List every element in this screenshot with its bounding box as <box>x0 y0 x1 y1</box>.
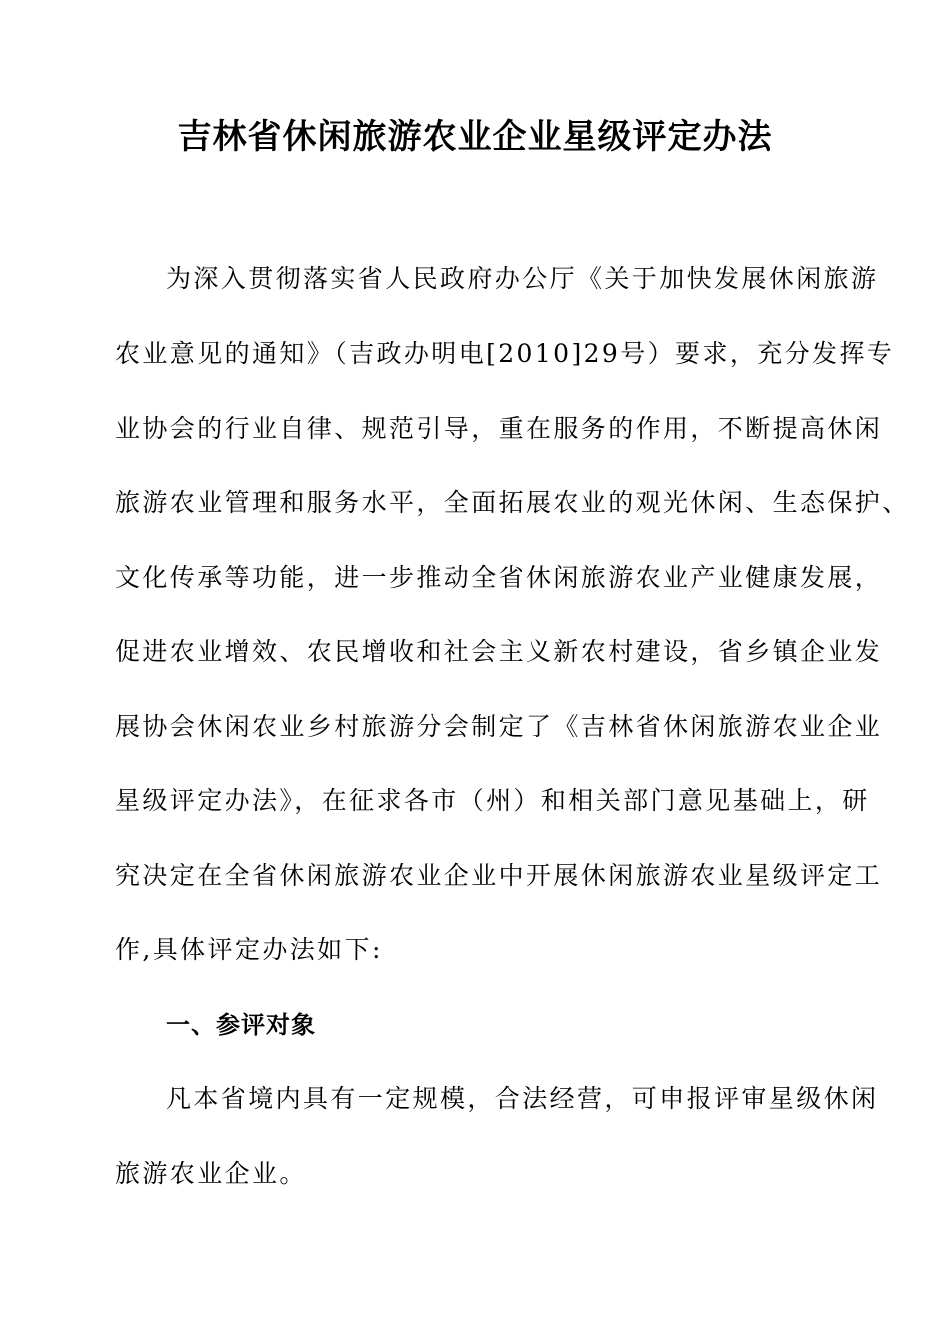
paragraph-line: 旅游农业企业。 <box>115 1159 307 1188</box>
paragraph-line: 作,具体评定办法如下: <box>115 935 383 964</box>
section-heading: 一、参评对象 <box>166 1011 316 1039</box>
paragraph-line: 业协会的行业自律、规范引导，重在服务的作用，不断提高休闲 <box>115 414 883 443</box>
paragraph-line: 展协会休闲农业乡村旅游分会制定了《吉林省休闲旅游农业企业 <box>115 712 883 741</box>
document-title: 吉林省休闲旅游农业企业星级评定办法 <box>177 117 773 157</box>
paragraph-line: 究决定在全省休闲旅游农业企业中开展休闲旅游农业星级评定工 <box>115 861 883 890</box>
paragraph-line: 促进农业增效、农民增收和社会主义新农村建设，省乡镇企业发 <box>115 637 883 666</box>
paragraph-line: 星级评定办法》，在征求各市（州）和相关部门意见基础上，研 <box>115 786 870 815</box>
paragraph-line: 农业意见的通知》（吉政办明电[2010]29号）要求，充分发挥专 <box>115 339 895 368</box>
paragraph-line: 文化传承等功能，进一步推动全省休闲旅游农业产业健康发展， <box>115 563 883 592</box>
paragraph-line: 凡本省境内具有一定规模，合法经营，可申报评审星级休闲 <box>166 1084 879 1113</box>
paragraph-line: 旅游农业管理和服务水平，全面拓展农业的观光休闲、生态保护、 <box>115 488 910 517</box>
paragraph-line: 为深入贯彻落实省人民政府办公厅《关于加快发展休闲旅游 <box>166 264 879 293</box>
